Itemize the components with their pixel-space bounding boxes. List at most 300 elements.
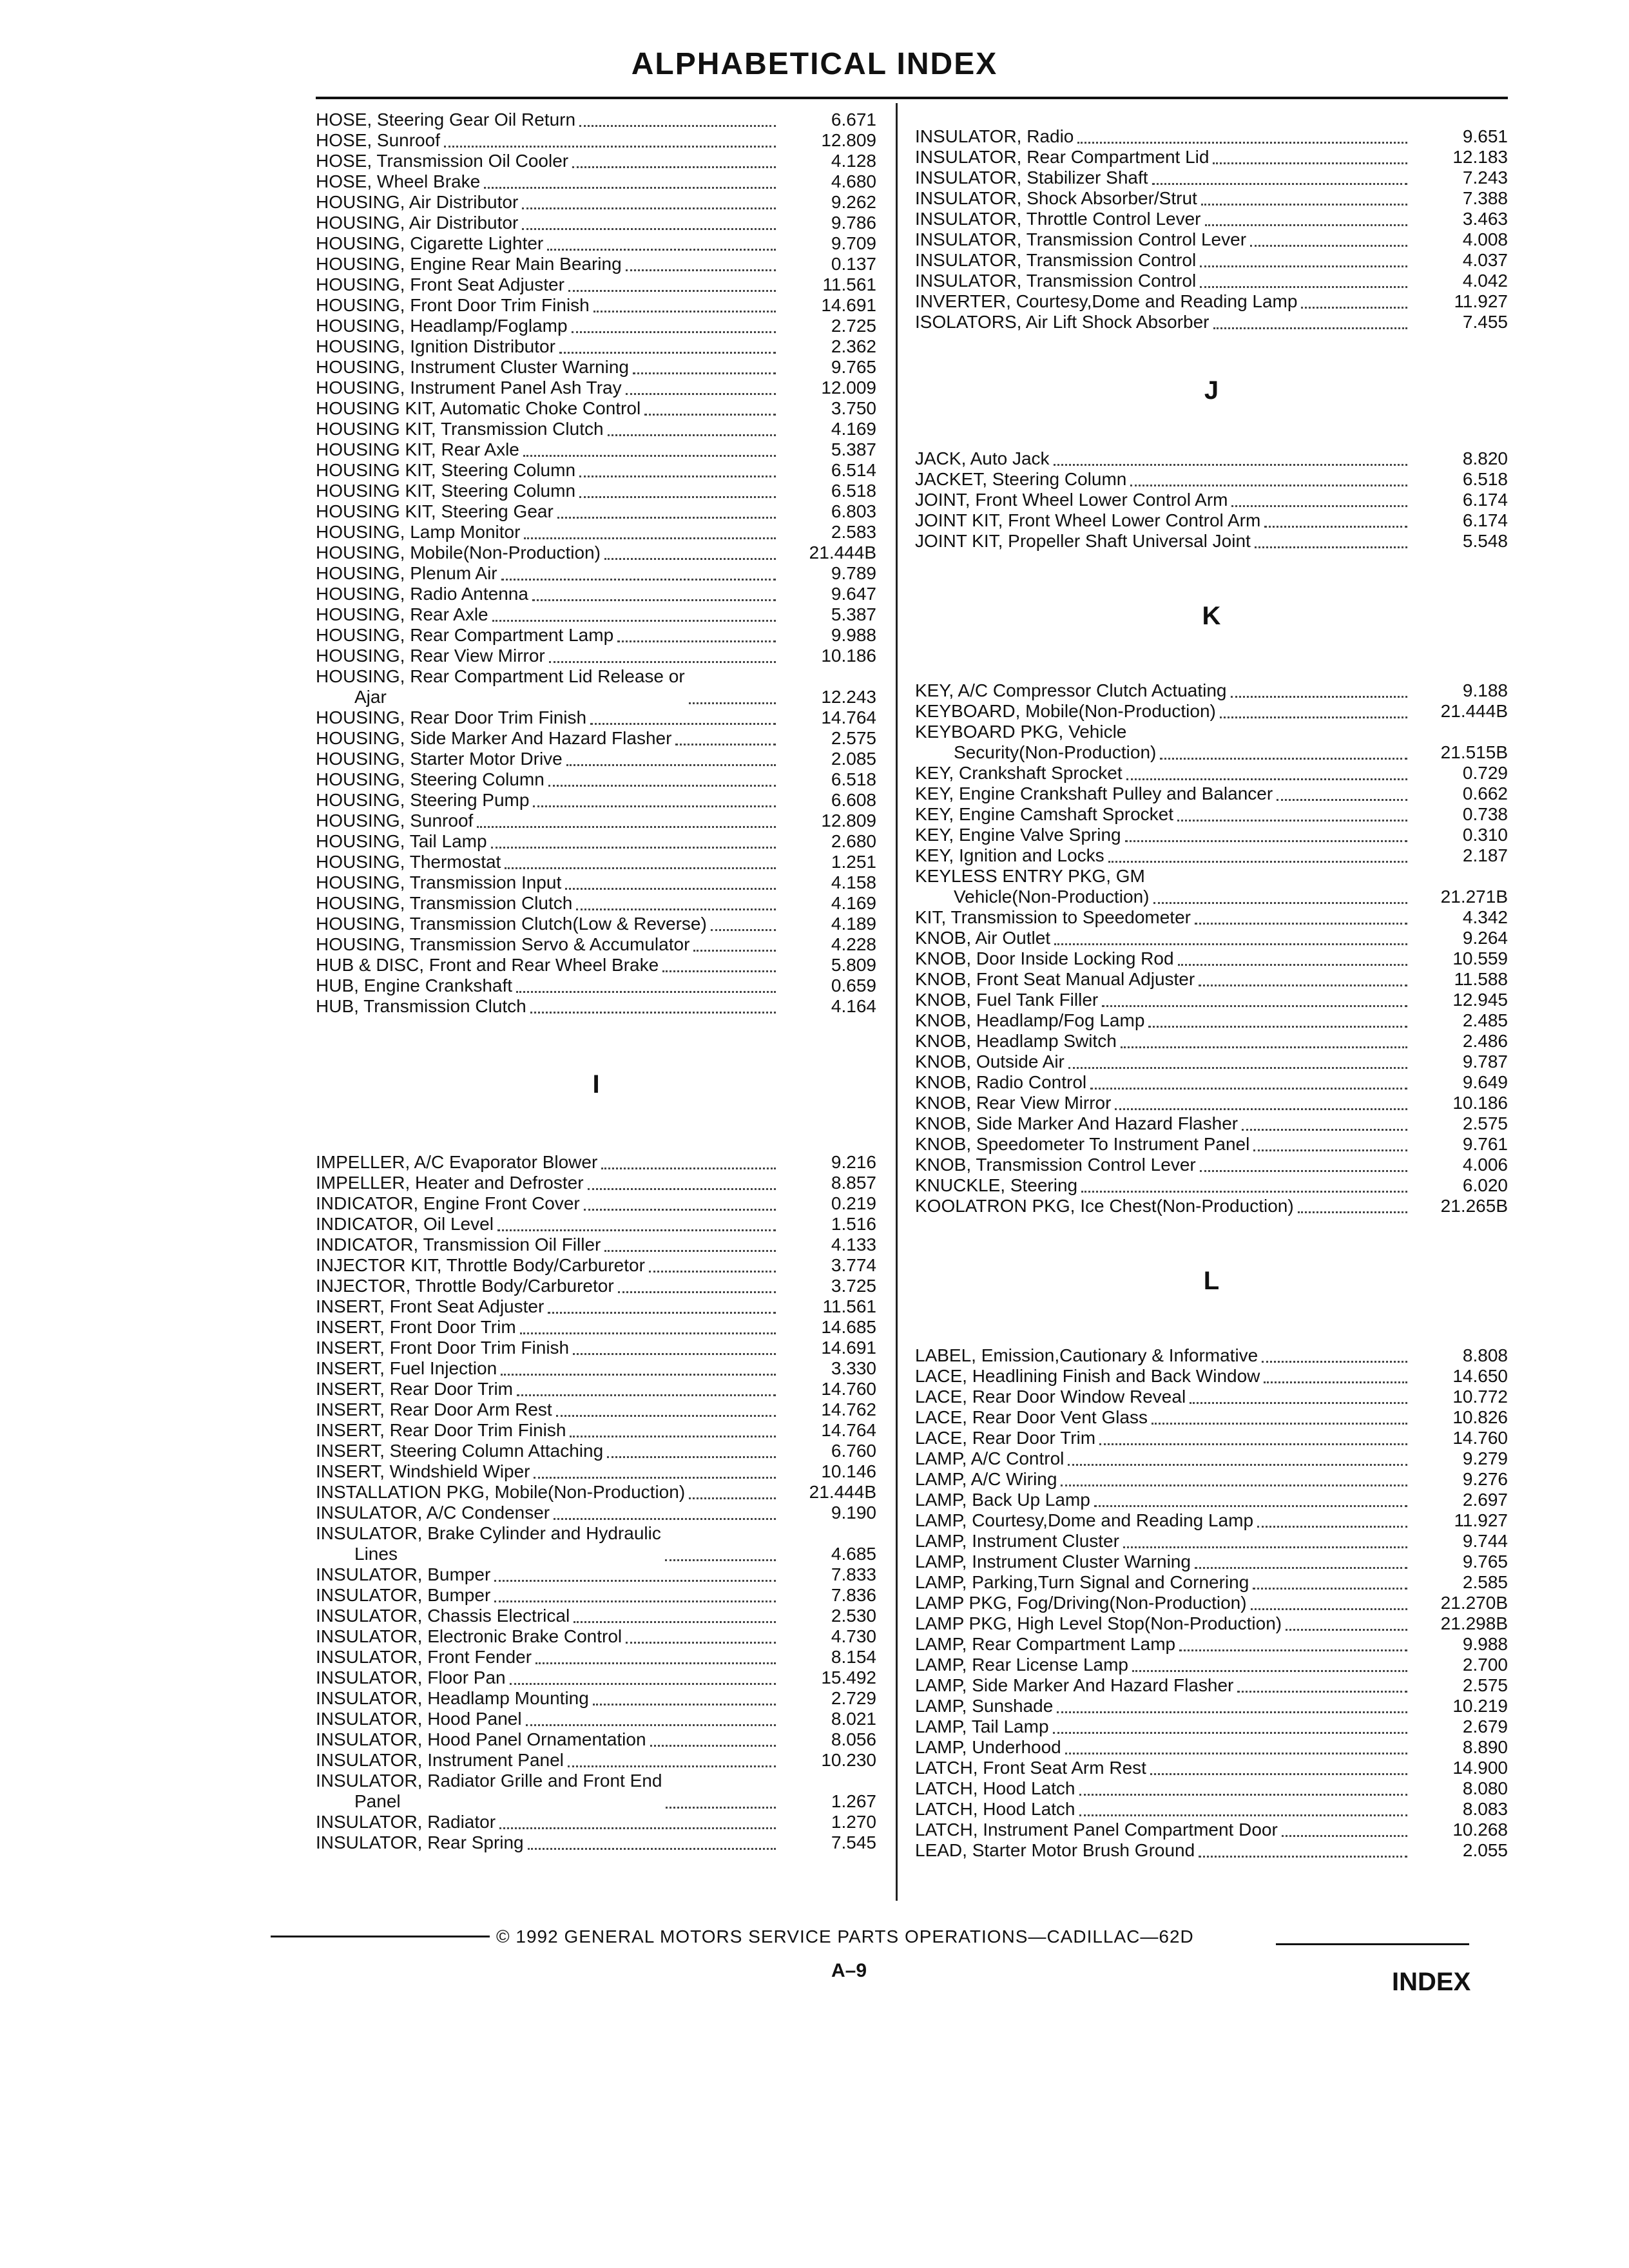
entry-ref: 7.455 <box>1462 312 1508 332</box>
index-entry <box>316 1338 876 1358</box>
entries-l-group <box>915 1345 1508 1861</box>
column-divider <box>896 103 898 1901</box>
entry-ref: 11.927 <box>1454 1510 1508 1530</box>
leader-dots <box>693 949 776 952</box>
leader-dots <box>626 269 776 271</box>
index-entry <box>316 852 876 872</box>
entry-name-line2: Vehicle(Non-Production) <box>954 887 1150 907</box>
leader-dots <box>559 351 776 354</box>
entry-name-line2: Lines <box>354 1544 398 1564</box>
entry-ref: 14.691 <box>821 295 876 315</box>
entry-ref: 2.575 <box>831 728 876 748</box>
leader-dots <box>1054 943 1407 945</box>
section-label: INDEX <box>1392 1968 1471 1996</box>
entries-h2-group <box>316 707 876 1017</box>
section-letter-j: J <box>1204 376 1219 405</box>
index-entry <box>316 336 876 357</box>
entry-name: HUB, Transmission Clutch <box>316 996 526 1016</box>
index-entry <box>316 1688 876 1709</box>
leader-dots <box>576 908 776 910</box>
leader-dots <box>593 310 776 312</box>
entry-ref: 5.548 <box>1462 531 1508 551</box>
leader-dots <box>1199 984 1407 986</box>
leader-dots <box>1220 716 1407 718</box>
leader-dots <box>533 805 776 807</box>
entry-name: KNUCKLE, Steering <box>915 1175 1078 1195</box>
entry-name: LAMP PKG, High Level Stop(Non-Production) <box>915 1613 1282 1633</box>
entry-name: INSULATOR, Stabilizer Shaft <box>915 168 1148 187</box>
leader-dots <box>1195 922 1407 925</box>
index-entry <box>915 763 1508 783</box>
entry-name: HOUSING KIT, Transmission Clutch <box>316 419 604 439</box>
leader-dots <box>1148 1025 1407 1028</box>
entry-name: INSULATOR, Shock Absorber/Strut <box>915 188 1197 208</box>
entry-name: HOUSING, Transmission Input <box>316 872 562 892</box>
leader-dots <box>1277 798 1407 801</box>
index-entry <box>915 1196 1508 1216</box>
leader-dots <box>1079 1814 1408 1816</box>
leader-dots <box>1068 1463 1407 1466</box>
index-entry <box>915 510 1508 531</box>
index-entry <box>915 1448 1508 1469</box>
entry-ref: 21.444B <box>1440 701 1508 721</box>
index-entry <box>316 914 876 934</box>
index-entry <box>915 1469 1508 1490</box>
leader-dots <box>477 825 776 828</box>
leader-dots <box>593 1703 776 1706</box>
entry-name: HOUSING, Sunroof <box>316 811 474 831</box>
index-entry <box>915 168 1508 188</box>
page-title: ALPHABETICAL INDEX <box>631 47 998 81</box>
index-entry <box>915 229 1508 250</box>
entry-ref: 4.164 <box>831 996 876 1016</box>
entry-ref: 6.671 <box>831 110 876 130</box>
index-entry <box>915 1031 1508 1052</box>
leader-dots <box>535 1662 776 1664</box>
entry-name: HOUSING, Headlamp/Foglamp <box>316 316 568 336</box>
entry-name: INSULATOR, Throttle Control Lever <box>915 209 1201 229</box>
index-entry <box>915 1655 1508 1675</box>
entry-name-line1: HOUSING, Rear Compartment Lid Release or <box>316 666 685 686</box>
entry-ref: 9.262 <box>831 192 876 212</box>
index-entry <box>316 625 876 646</box>
entry-name: HOSE, Transmission Oil Cooler <box>316 151 569 171</box>
entry-name: IMPELLER, Heater and Defroster <box>316 1173 584 1193</box>
leader-dots <box>1152 182 1407 185</box>
index-entry <box>915 1010 1508 1031</box>
entry-ref: 2.697 <box>1462 1490 1508 1510</box>
leader-dots <box>1099 1443 1407 1445</box>
leader-dots <box>492 619 776 622</box>
index-entry <box>915 531 1508 552</box>
entry-name: HOUSING, Air Distributor <box>316 192 519 212</box>
leader-dots <box>530 1011 776 1014</box>
entry-ref: 4.008 <box>1462 229 1508 249</box>
leader-dots <box>491 846 776 849</box>
entry-ref: 3.463 <box>1462 209 1508 229</box>
entry-ref: 9.276 <box>1462 1469 1508 1489</box>
leader-dots <box>604 557 776 560</box>
leader-dots <box>1213 162 1407 164</box>
index-entry <box>316 1379 876 1399</box>
entry-name: HOUSING KIT, Steering Column <box>316 481 576 501</box>
entry-ref: 9.216 <box>831 1152 876 1172</box>
leader-dots <box>532 599 776 601</box>
entry-ref: 14.760 <box>821 1379 876 1399</box>
leader-dots <box>633 372 776 374</box>
leader-dots <box>1205 224 1407 226</box>
leader-dots <box>566 764 776 766</box>
entry-ref: 8.890 <box>1462 1737 1508 1757</box>
leader-dots <box>1054 463 1407 466</box>
entry-name: HOSE, Sunroof <box>316 130 440 150</box>
entry-name: KEY, Ignition and Locks <box>915 845 1104 865</box>
index-entry <box>316 130 876 151</box>
entry-name: HOUSING, Air Distributor <box>316 213 519 233</box>
index-entry <box>316 1482 876 1503</box>
footer-rule-right <box>1276 1943 1469 1945</box>
section-letter-i: I <box>592 1070 600 1099</box>
index-entry <box>316 439 876 460</box>
index-entry <box>915 1052 1508 1072</box>
index-entry <box>316 646 876 666</box>
entry-name: KNOB, Door Inside Locking Rod <box>915 948 1174 968</box>
entry-ref: 10.230 <box>821 1750 876 1770</box>
entry-name: INSULATOR, Rear Spring <box>316 1832 524 1852</box>
entry-ref: 5.809 <box>831 955 876 975</box>
index-entry <box>316 295 876 316</box>
index-entry <box>316 831 876 852</box>
leader-dots <box>1282 1834 1407 1837</box>
index-entry <box>915 990 1508 1010</box>
index-entry <box>316 666 876 707</box>
index-entry <box>316 975 876 996</box>
index-entry <box>915 1552 1508 1572</box>
leader-dots <box>1130 484 1407 486</box>
entry-ref: 6.608 <box>831 790 876 810</box>
index-entry <box>915 188 1508 209</box>
entry-name: HOUSING KIT, Automatic Choke Control <box>316 398 641 418</box>
leader-dots <box>484 186 776 189</box>
leader-dots <box>1053 1731 1407 1734</box>
entry-name: INDICATOR, Oil Level <box>316 1214 494 1234</box>
index-entry <box>316 233 876 254</box>
entry-ref: 4.228 <box>831 934 876 954</box>
index-entry <box>316 811 876 831</box>
index-entry <box>316 398 876 419</box>
entry-name: KOOLATRON PKG, Ice Chest(Non-Production) <box>915 1196 1294 1216</box>
entry-ref: 14.760 <box>1452 1428 1508 1448</box>
entry-ref: 0.662 <box>1462 783 1508 803</box>
entry-name: HOUSING, Front Door Trim Finish <box>316 295 590 315</box>
entry-name: LAMP, Tail Lamp <box>915 1716 1049 1736</box>
entry-name: LAMP, Sunshade <box>915 1696 1054 1716</box>
leader-dots <box>1255 546 1407 548</box>
entry-ref: 14.762 <box>821 1399 876 1419</box>
entry-name: HOUSING, Steering Pump <box>316 790 530 810</box>
index-entry <box>316 728 876 749</box>
entry-name: INSULATOR, Hood Panel Ornamentation <box>316 1729 646 1749</box>
entry-ref: 2.362 <box>831 336 876 356</box>
entry-ref: 4.042 <box>1462 271 1508 291</box>
entries-i-group <box>316 1152 876 1523</box>
leader-dots <box>501 1373 776 1376</box>
index-entry <box>316 872 876 893</box>
entry-ref: 2.680 <box>831 831 876 851</box>
section-letter-l: L <box>1203 1267 1220 1295</box>
leader-dots <box>1177 819 1407 822</box>
index-entry <box>316 192 876 213</box>
leader-dots <box>520 1332 776 1334</box>
index-entry <box>316 1606 876 1626</box>
leader-dots <box>570 1435 776 1437</box>
index-entry <box>316 1709 876 1729</box>
entry-ref: 10.186 <box>1452 1093 1508 1113</box>
index-entry <box>316 378 876 398</box>
leader-dots <box>1253 1149 1407 1151</box>
entry-name: HOUSING, Thermostat <box>316 852 501 872</box>
leader-dots <box>534 1476 776 1479</box>
entry-name: INSULATOR, Transmission Control Lever <box>915 229 1247 249</box>
index-entry <box>316 316 876 336</box>
entry-name: INSULATOR, Radiator <box>316 1812 496 1832</box>
entry-name: HOUSING, Front Seat Adjuster <box>316 274 564 294</box>
leader-dots <box>1201 203 1407 206</box>
entry-name: LAMP, Instrument Cluster Warning <box>915 1552 1191 1571</box>
entry-ref: 6.760 <box>831 1441 876 1461</box>
entry-ref: 2.085 <box>831 749 876 769</box>
entry-name: HOUSING, Instrument Panel Ash Tray <box>316 378 622 398</box>
entry-name: KEY, A/C Compressor Clutch Actuating <box>915 680 1227 700</box>
entry-name: INSULATOR, Instrument Panel <box>316 1750 564 1770</box>
leader-dots <box>1115 1108 1407 1110</box>
entry-name: INSULATOR, Transmission Control <box>915 250 1197 270</box>
leader-dots <box>711 928 776 931</box>
index-entry <box>316 996 876 1017</box>
leader-dots <box>579 124 776 127</box>
entry-name: INSULATOR, Front Fender <box>316 1647 532 1667</box>
index-entry <box>316 1358 876 1379</box>
leader-dots <box>568 289 776 292</box>
index-entry <box>915 1387 1508 1407</box>
entry-name: LAMP, Parking,Turn Signal and Cornering <box>915 1572 1249 1592</box>
entry-name: INSULATOR, Floor Pan <box>316 1667 506 1687</box>
entry-name: KNOB, Headlamp/Fog Lamp <box>915 1010 1145 1030</box>
entry-ref: 10.219 <box>1452 1696 1508 1716</box>
leader-dots <box>1213 327 1408 329</box>
entry-ref: 2.700 <box>1462 1655 1508 1675</box>
leader-dots <box>547 248 776 251</box>
entry-name: KNOB, Rear View Mirror <box>915 1093 1112 1113</box>
index-entry <box>316 1832 876 1853</box>
leader-dots <box>510 1682 776 1685</box>
entry-name: HUB, Engine Crankshaft <box>316 975 513 995</box>
index-entry <box>316 254 876 274</box>
entry-ref: 14.900 <box>1452 1758 1508 1778</box>
entry-ref: 2.585 <box>1462 1572 1508 1592</box>
index-entry <box>915 680 1508 701</box>
index-entry <box>316 1812 876 1832</box>
leader-dots <box>523 454 776 457</box>
index-entry <box>915 1155 1508 1175</box>
leader-dots <box>516 990 776 993</box>
index-entry <box>915 312 1508 332</box>
entry-ref: 6.803 <box>831 501 876 521</box>
index-entry <box>316 749 876 769</box>
entry-name: INSERT, Fuel Injection <box>316 1358 497 1378</box>
index-entry <box>316 213 876 233</box>
entry-name-line2: Ajar <box>354 687 387 707</box>
leader-dots <box>554 1517 776 1520</box>
entry-name: INSULATOR, A/C Condenser <box>316 1503 550 1523</box>
leader-dots <box>626 1641 776 1644</box>
entry-ref: 15.492 <box>821 1667 876 1687</box>
index-entry <box>915 1820 1508 1840</box>
entry-name-line1: INSULATOR, Brake Cylinder and Hydraulic <box>316 1523 661 1543</box>
entry-ref: 4.169 <box>831 419 876 439</box>
index-entry <box>316 1296 876 1317</box>
leader-dots <box>689 1497 776 1499</box>
entry-name: LAMP, A/C Wiring <box>915 1469 1057 1489</box>
entry-name: HOSE, Wheel Brake <box>316 171 481 191</box>
leader-dots <box>1126 778 1407 780</box>
entry-ref: 6.518 <box>831 769 876 789</box>
index-entry <box>915 1675 1508 1696</box>
entry-ref: 2.486 <box>1462 1031 1508 1051</box>
index-entry <box>915 969 1508 990</box>
footer-copyright: © 1992 GENERAL MOTORS SERVICE PARTS OPERATIONS—CADILLAC—62D <box>496 1927 1194 1946</box>
entry-name: HOUSING, Steering Column <box>316 769 545 789</box>
index-entry <box>316 1255 876 1276</box>
index-entry <box>316 522 876 543</box>
index-entry <box>316 274 876 295</box>
index-entry <box>915 1799 1508 1820</box>
leader-dots <box>617 640 776 642</box>
entry-ref: 12.945 <box>1452 990 1508 1010</box>
entry-ref: 4.680 <box>831 171 876 191</box>
entry-ref: 11.588 <box>1454 969 1508 989</box>
leader-dots <box>1298 1211 1407 1213</box>
entry-ref: 6.020 <box>1462 1175 1508 1195</box>
entry-name-line1: KEYBOARD PKG, Vehicle <box>915 722 1127 742</box>
entry-name: KNOB, Speedometer To Instrument Panel <box>915 1134 1250 1154</box>
entry-ref: 12.809 <box>821 811 876 831</box>
index-entry <box>915 866 1508 907</box>
entry-name: INSERT, Rear Door Trim <box>316 1379 513 1399</box>
entry-ref: 11.561 <box>822 274 876 294</box>
entry-name: HOUSING, Rear Axle <box>316 604 488 624</box>
entry-ref: 2.583 <box>831 522 876 542</box>
entry-ref: 10.146 <box>821 1461 876 1481</box>
entry-ref: 8.154 <box>831 1647 876 1667</box>
entry-ref: 21.265B <box>1440 1196 1508 1216</box>
entry-name: LACE, Headlining Finish and Back Window <box>915 1366 1260 1386</box>
leader-dots <box>644 413 776 416</box>
leader-dots <box>675 743 776 745</box>
leader-dots <box>1190 1401 1407 1404</box>
leader-dots <box>572 331 776 333</box>
entry-name: LATCH, Front Seat Arm Rest <box>915 1758 1146 1778</box>
leader-dots <box>1200 265 1407 267</box>
entry-name: KEY, Crankshaft Sprocket <box>915 763 1123 783</box>
index-entry <box>915 783 1508 804</box>
leader-dots <box>528 1847 776 1850</box>
index-entry <box>316 151 876 171</box>
entry-ref: 8.820 <box>1462 448 1508 468</box>
index-entry <box>316 1564 876 1585</box>
entry-ref: 9.647 <box>831 584 876 604</box>
entry-name: INJECTOR, Throttle Body/Carburetor <box>316 1276 614 1296</box>
entry-ref: 9.786 <box>831 213 876 233</box>
entry-name: KNOB, Air Outlet <box>915 928 1051 948</box>
entry-name: INSERT, Rear Door Trim Finish <box>316 1420 566 1440</box>
entry-name: LAMP, Rear Compartment Lamp <box>915 1634 1176 1654</box>
entry-name: HOUSING KIT, Steering Gear <box>316 501 554 521</box>
leader-dots <box>604 1249 776 1252</box>
entry-name: LAMP, Instrument Cluster <box>915 1531 1119 1551</box>
index-entry <box>316 563 876 584</box>
index-entry <box>915 469 1508 490</box>
index-entry <box>316 171 876 192</box>
entry-ref: 9.988 <box>1462 1634 1508 1654</box>
leader-dots <box>548 784 776 787</box>
index-entry <box>915 1758 1508 1778</box>
index-entry <box>915 1737 1508 1758</box>
entry-ref: 21.515B <box>1440 742 1508 762</box>
entry-ref: 6.174 <box>1462 510 1508 530</box>
entry-name: JOINT, Front Wheel Lower Control Arm <box>915 490 1228 510</box>
entries-i-right-group <box>915 126 1508 332</box>
entry-ref: 11.561 <box>822 1296 876 1316</box>
entry-name: HOUSING, Instrument Cluster Warning <box>316 357 629 377</box>
entry-name: KNOB, Radio Control <box>915 1072 1087 1092</box>
entry-ref: 9.188 <box>1462 680 1508 700</box>
entry-ref: 0.659 <box>831 975 876 995</box>
leader-dots <box>574 1620 776 1623</box>
leader-dots <box>1081 1190 1407 1193</box>
leader-dots <box>1253 1587 1407 1590</box>
index-entry <box>915 1572 1508 1593</box>
leader-dots <box>662 970 776 972</box>
entries-i2-group <box>316 1564 876 1771</box>
leader-dots <box>588 1187 776 1190</box>
entry-name: KEY, Engine Camshaft Sprocket <box>915 804 1174 824</box>
leader-dots <box>1121 1046 1407 1048</box>
page-number: A–9 <box>831 1960 867 1981</box>
entry-ref: 6.518 <box>1462 469 1508 489</box>
entry-ref: 21.270B <box>1440 1593 1508 1613</box>
leader-dots <box>524 537 776 539</box>
entry-ref: 4.730 <box>831 1626 876 1646</box>
entry-ref: 7.545 <box>831 1832 876 1852</box>
entry-name: INSULATOR, Chassis Electrical <box>316 1606 570 1626</box>
entry-ref: 4.158 <box>831 872 876 892</box>
index-entry <box>316 1626 876 1647</box>
entry-name: INSERT, Front Seat Adjuster <box>316 1296 545 1316</box>
entry-ref: 7.388 <box>1462 188 1508 208</box>
leader-dots <box>1264 1381 1407 1383</box>
entry-name: LAMP PKG, Fog/Driving(Non-Production) <box>915 1593 1247 1613</box>
index-entry <box>316 501 876 522</box>
index-entry <box>316 1276 876 1296</box>
left-column <box>316 110 876 1853</box>
index-entry <box>316 1461 876 1482</box>
entry-ref: 7.833 <box>831 1564 876 1584</box>
entry-name: LATCH, Hood Latch <box>915 1799 1075 1819</box>
entry-name: HOUSING, Mobile(Non-Production) <box>316 543 601 562</box>
entry-ref: 0.729 <box>1462 763 1508 783</box>
entry-name: LAMP, Side Marker And Hazard Flasher <box>915 1675 1234 1695</box>
